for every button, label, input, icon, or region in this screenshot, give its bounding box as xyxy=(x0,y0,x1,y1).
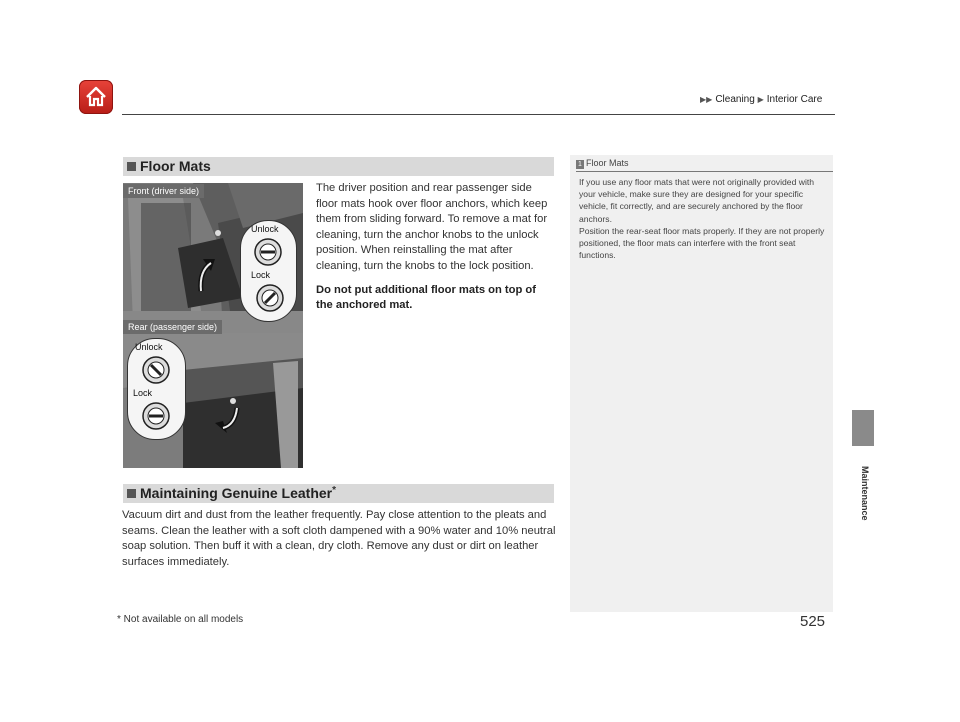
rear-callout xyxy=(127,338,186,440)
front-unlock-label: Unlock xyxy=(251,224,279,234)
note-line-1: If you use any floor mats that were not originally provided with your vehicle, make sure they are designed for your specific vehicle, fit correctly, and are securely anchored by the floor anchors. xyxy=(579,177,815,224)
floor-mats-warning: Do not put additional floor mats on top of the anchored mat. xyxy=(316,283,536,312)
rear-lock-label: Lock xyxy=(133,388,153,398)
breadcrumb xyxy=(700,94,822,105)
floor-mats-heading xyxy=(123,157,554,176)
leather-paragraph: Vacuum dirt and dust from the leather frequently. Pay close attention to the pleats and seams. Clean the leather with a soft cloth dampened with a 90% water and 10% neutral soap solution. Then buff it with a clean, dry cloth. Remove any dust or dirt on leather surfaces immediately. xyxy=(122,509,556,568)
knob-unlock-icon xyxy=(141,355,171,385)
leather-body xyxy=(122,508,558,578)
arrow-right-icon: ▶ xyxy=(757,95,764,104)
rear-unlock-label: Unlock xyxy=(135,342,163,352)
floor-mats-body xyxy=(316,181,554,322)
note-title: Floor Mats xyxy=(586,158,629,168)
page-number: 525 xyxy=(800,613,826,630)
note-ref-badge: 1 xyxy=(576,160,584,169)
note-line-2: Position the rear-seat floor mats properly. If they are not properly positioned, the floor mats can interfere with the front seat functions. xyxy=(579,225,825,261)
leather-heading xyxy=(123,484,554,503)
home-button[interactable] xyxy=(79,80,113,114)
section-marker xyxy=(127,489,136,498)
footnote: * Not available on all models xyxy=(117,614,244,625)
knob-lock-icon xyxy=(255,283,285,313)
section-marker xyxy=(127,162,136,171)
leather-title: Maintaining Genuine Leather xyxy=(140,485,333,501)
breadcrumb-cleaning[interactable]: Cleaning xyxy=(715,94,755,105)
floor-mats-note xyxy=(570,155,833,612)
note-header xyxy=(570,155,833,171)
breadcrumb-interior-care[interactable]: Interior Care xyxy=(766,94,823,105)
knob-lock-icon xyxy=(141,401,171,431)
floor-mats-paragraph: The driver position and rear passenger side floor mats hook over floor anchors, which keep them from sliding forward. To remove a mat for cleaning, turn the anchor knobs to the unlock position. When reinstalling the mat after cleaning, turn the knobs to the lock position. xyxy=(316,182,548,272)
front-lock-label: Lock xyxy=(251,270,271,280)
leather-footnote-star: * xyxy=(332,485,337,496)
front-callout xyxy=(240,220,297,322)
knob-unlock-icon xyxy=(253,237,283,267)
arrow-right-icon: ▶▶ xyxy=(700,95,713,104)
floor-mats-title: Floor Mats xyxy=(140,158,211,174)
section-tab[interactable] xyxy=(852,410,874,446)
home-icon xyxy=(84,85,108,109)
front-photo-label: Front (driver side) xyxy=(123,184,204,198)
note-body xyxy=(570,172,833,261)
rear-photo-label: Rear (passenger side) xyxy=(123,320,222,334)
header-rule xyxy=(122,114,835,115)
section-tab-label: Maintenance xyxy=(860,466,870,521)
